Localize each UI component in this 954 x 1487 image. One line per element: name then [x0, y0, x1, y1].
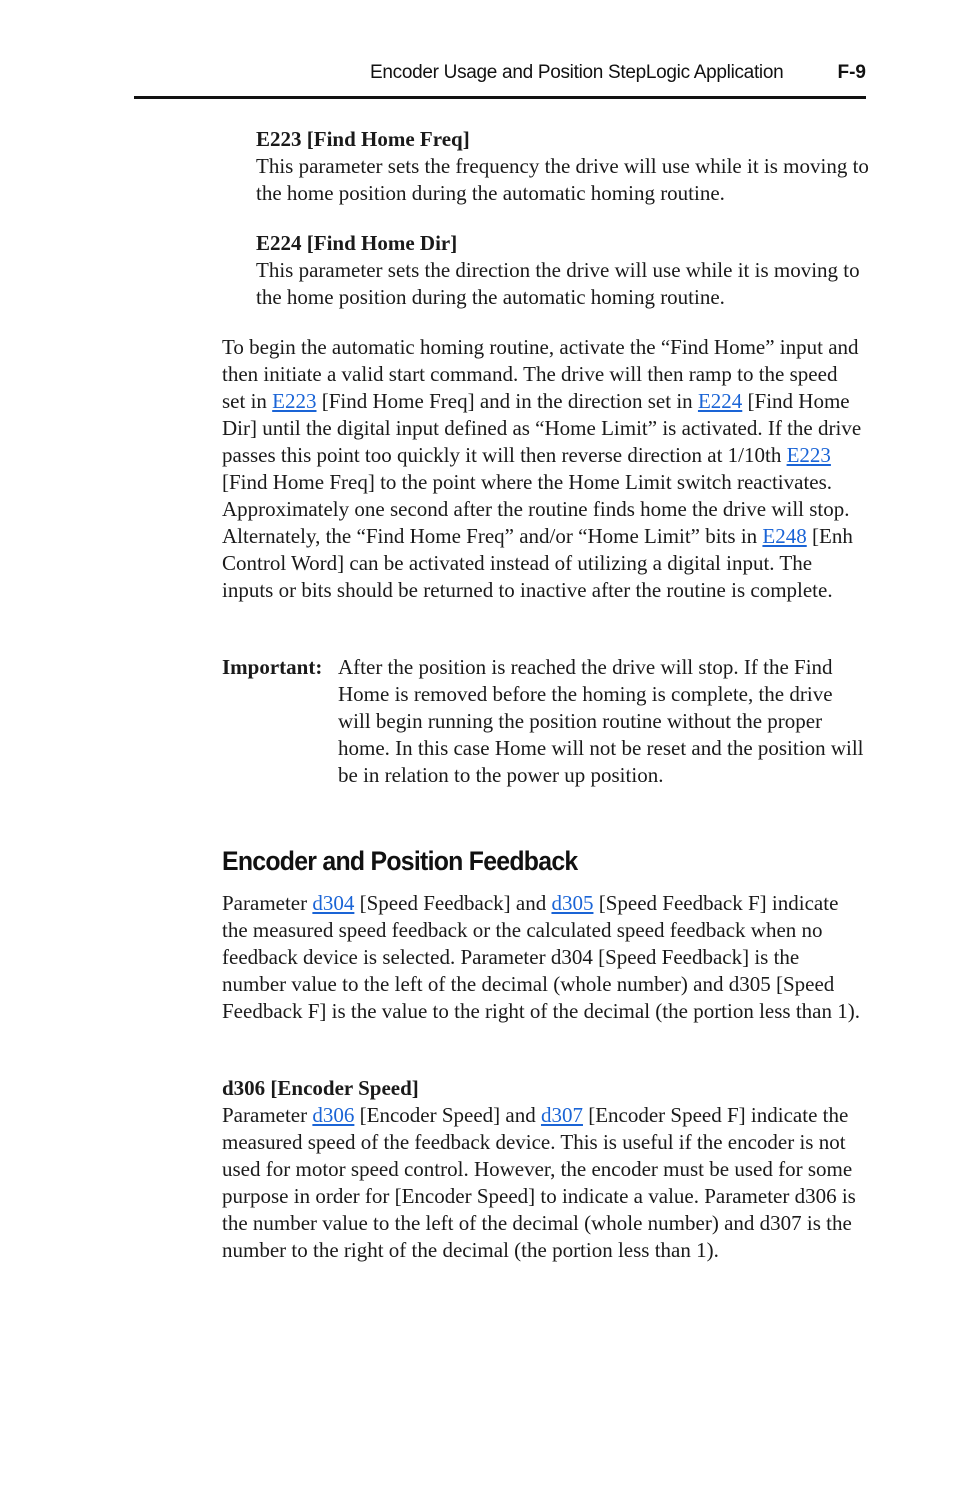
- text-run: [Find Home Freq] to the point where the Home Limit switch reactivates. Approximately one second after the routine finds home the drive will stop. Alternately, the “Find Home Freq” and/or “Home Limit” bits in: [222, 470, 850, 548]
- page-number: F-9: [837, 62, 866, 83]
- text-run: [Encoder Speed] and: [354, 1103, 541, 1127]
- param-e224: [256, 230, 870, 311]
- feedback-paragraph: [222, 890, 866, 1025]
- important-body: After the position is reached the drive will stop. If the Find Home is removed before the homing is complete, the drive will begin running the position routine without the proper home. In this case Home will not be reset and the position will be in relation to the power up position.: [338, 655, 864, 787]
- param-description: This parameter sets the frequency the drive will use while it is moving to the home position during the automatic homing routine.: [256, 154, 869, 205]
- link-e223[interactable]: E223: [786, 443, 831, 467]
- text-run: [Find Home Dir] until the digital input defined as “Home Limit” is activated. If the drive passes this point too quickly it will then reverse direction at 1/10th: [222, 389, 862, 467]
- param-description: This parameter sets the direction the drive will use while it is moving to the home position during the automatic homing routine.: [256, 258, 860, 309]
- text-run: Parameter: [222, 1103, 313, 1127]
- link-d306[interactable]: d306: [312, 1103, 355, 1127]
- param-title: E224 [Find Home Dir]: [256, 231, 458, 255]
- text-run: [Encoder Speed F] indicate the measured speed of the feedback device. This is useful if the encoder is not used for motor speed control. However, the encoder must be used for some purpose in order for [Encoder Speed] to indicate a value. Parameter d306 is the number value to the left of the decimal (whole number) and d307 is the number to the right of the decimal (the portion less than 1).: [222, 1103, 856, 1262]
- link-d304[interactable]: d304: [312, 891, 355, 915]
- link-d307[interactable]: d307: [540, 1103, 583, 1127]
- section-heading: Encoder and Position Feedback: [222, 846, 578, 876]
- running-header-title: Encoder Usage and Position StepLogic Application: [370, 62, 784, 83]
- link-e223[interactable]: E223: [272, 389, 317, 413]
- text-run: Parameter: [222, 891, 313, 915]
- encoder-speed-block: [222, 1075, 866, 1264]
- text-run: To begin the automatic homing routine, activate the “Find Home” input and then initiate a valid start command. The drive will then ramp to the speed set in: [222, 335, 859, 413]
- text-run: [Speed Feedback F] indicate the measured speed feedback or the calculated speed feedback when no feedback device is selected. Parameter d304 [Speed Feedback] is the number value to the left of the decimal (whole number) and d305 [Speed Feedback F] is the value to the right of the decimal (the portion less than 1).: [222, 891, 860, 1023]
- link-e248[interactable]: E248: [762, 524, 807, 548]
- homing-paragraph: [222, 334, 866, 604]
- param-title: d306 [Encoder Speed]: [222, 1076, 419, 1100]
- text-run: [Find Home Freq] and in the direction set in: [316, 389, 698, 413]
- link-d305[interactable]: d305: [551, 891, 594, 915]
- page-header: [134, 58, 866, 99]
- text-run: [Enh Control Word] can be activated instead of utilizing a digital input. The inputs or bits should be returned to inactive after the routine is complete.: [222, 524, 853, 602]
- important-label: Important:: [222, 655, 323, 679]
- text-run: [Speed Feedback] and: [354, 891, 552, 915]
- param-e223: [256, 126, 870, 207]
- link-e224[interactable]: E224: [697, 389, 743, 413]
- param-title: E223 [Find Home Freq]: [256, 127, 470, 151]
